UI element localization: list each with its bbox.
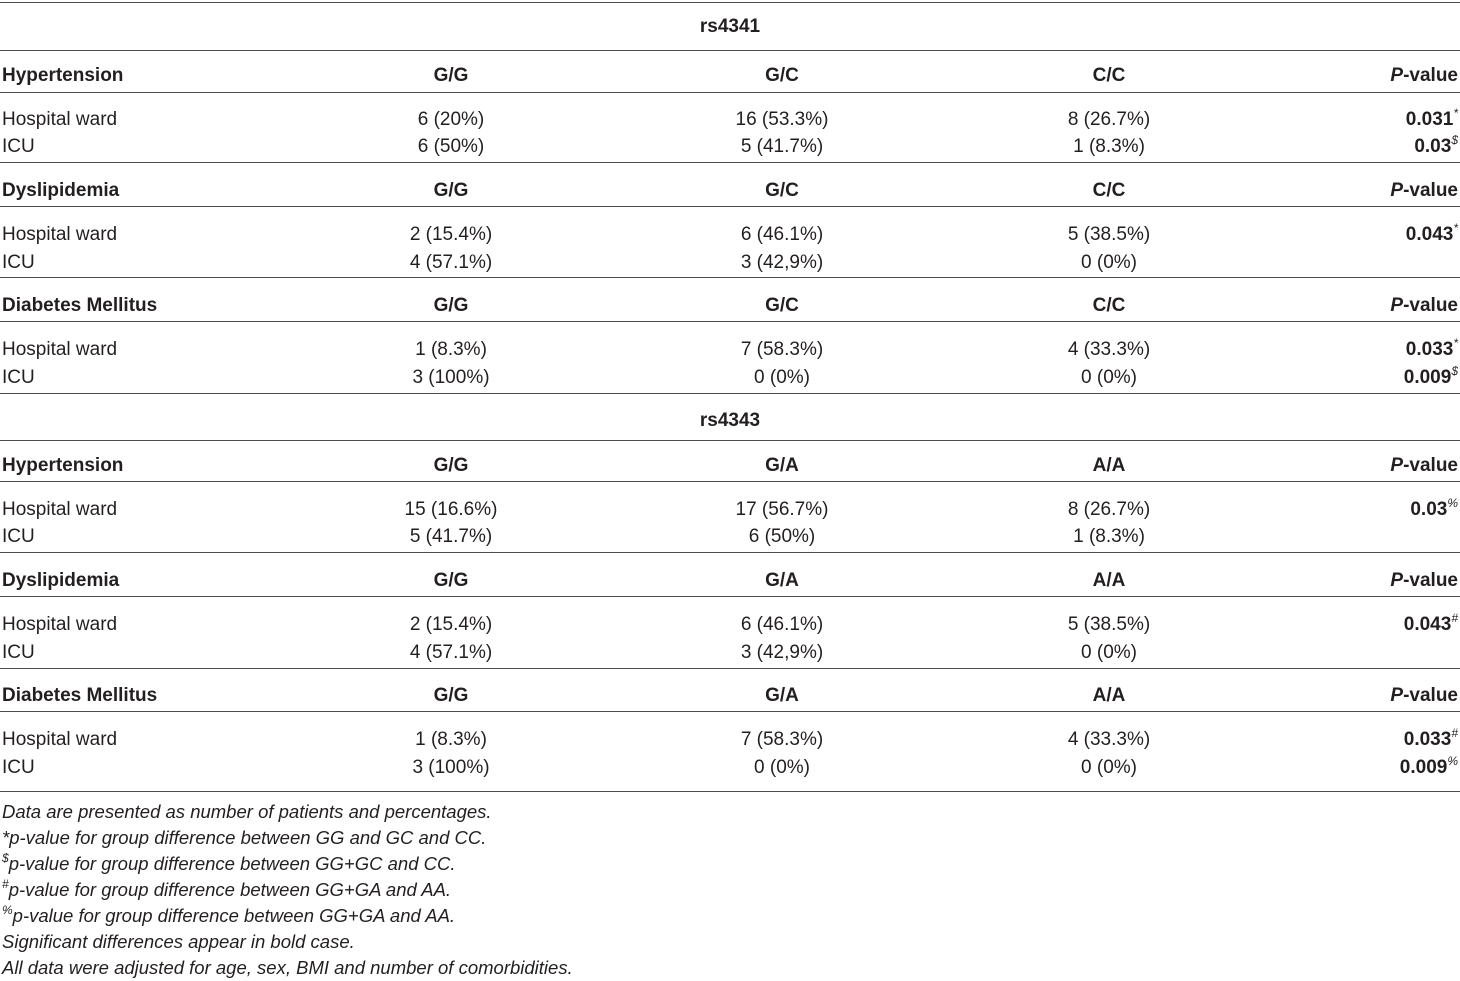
cell-value: 17 (56.7%)	[735, 499, 829, 520]
p-value-header	[1390, 63, 1458, 89]
genotype-header: C/C	[1092, 295, 1126, 316]
table-row	[0, 497, 1460, 523]
p-value-number: 0.033	[1405, 339, 1454, 360]
cell-value: 0 (0%)	[1081, 367, 1137, 388]
table-rule	[0, 596, 1460, 597]
footnote-text: p-value for group difference between GG+GA and AA.	[8, 879, 452, 900]
table-row	[0, 337, 1460, 363]
cell-value: 6 (46.1%)	[740, 224, 824, 245]
genotype-header: G/A	[765, 455, 799, 476]
footnote-text: Significant differences appear in bold case.	[2, 931, 355, 952]
genotype-header: G/G	[433, 65, 469, 86]
table-rule	[0, 552, 1460, 553]
p-value-header-italic: P	[1390, 180, 1404, 201]
cell-value: 8 (26.7%)	[1067, 499, 1151, 520]
condition-header-row	[0, 453, 1460, 479]
table-row	[0, 134, 1460, 160]
p-value-footnote-mark: #	[1451, 725, 1458, 740]
cell-value: 16 (53.3%)	[735, 109, 829, 130]
p-value-footnote-mark: *	[1453, 220, 1458, 235]
condition-header-row	[0, 293, 1460, 319]
footnote-text: p-value for group difference between GG+GC and CC.	[8, 853, 456, 874]
p-value-footnote-mark: %	[1447, 753, 1458, 768]
condition-name: Hypertension	[2, 65, 124, 86]
genotype-header: G/G	[433, 685, 469, 706]
genotype-header: G/A	[765, 685, 799, 706]
p-value-footnote-mark: #	[1451, 610, 1458, 625]
genotype-header: C/C	[1092, 180, 1126, 201]
cell-value: 5 (38.5%)	[1067, 224, 1151, 245]
genotype-header: C/C	[1092, 65, 1126, 86]
cell-value: 1 (8.3%)	[415, 729, 487, 750]
p-value-header-suffix: -value	[1403, 455, 1458, 476]
snp-title: rs4341	[699, 16, 761, 37]
table-rule	[0, 92, 1460, 93]
genotype-header: G/A	[765, 570, 799, 591]
cell-value: 15 (16.6%)	[404, 499, 498, 520]
genotype-header: G/G	[433, 180, 469, 201]
table-rule	[0, 321, 1460, 322]
cell-value: 5 (38.5%)	[1067, 614, 1151, 635]
p-value-header-suffix: -value	[1403, 570, 1458, 591]
p-value-header	[1390, 178, 1458, 204]
footnote-text: All data were adjusted for age, sex, BMI and number of comorbidities.	[2, 957, 573, 978]
cell-value: 4 (57.1%)	[409, 252, 493, 273]
table-row	[0, 524, 1460, 550]
cell-value: 4 (57.1%)	[409, 642, 493, 663]
genotype-header: A/A	[1092, 685, 1126, 706]
cell-value: 3 (42,9%)	[740, 642, 824, 663]
cell-value: 6 (46.1%)	[740, 614, 824, 635]
row-label: Hospital ward	[2, 109, 118, 130]
cell-value: 7 (58.3%)	[740, 729, 824, 750]
p-value-number: 0.043	[1403, 614, 1452, 635]
footnote-text: *p-value for group difference between GG and GC and CC.	[2, 827, 487, 848]
table-row	[0, 250, 1460, 276]
genotype-header: G/C	[765, 180, 799, 201]
table-rule	[0, 711, 1460, 712]
p-value-header-suffix: -value	[1403, 685, 1458, 706]
cell-value: 3 (42,9%)	[740, 252, 824, 273]
row-label: ICU	[2, 136, 35, 157]
row-label: ICU	[2, 642, 35, 663]
p-value-header-italic: P	[1390, 455, 1404, 476]
p-value	[1400, 755, 1458, 781]
p-value	[1414, 134, 1458, 160]
cell-value: 1 (8.3%)	[1073, 136, 1145, 157]
cell-value: 2 (15.4%)	[409, 224, 493, 245]
p-value-header-suffix: -value	[1403, 180, 1458, 201]
row-label: Hospital ward	[2, 499, 118, 520]
condition-name: Hypertension	[2, 455, 124, 476]
footnote-mark: %	[2, 902, 13, 917]
cell-value: 6 (50%)	[748, 526, 816, 547]
condition-name: Diabetes Mellitus	[2, 685, 158, 706]
p-value-number: 0.009	[1399, 757, 1448, 778]
row-label: Hospital ward	[2, 339, 118, 360]
p-value-header-italic: P	[1390, 295, 1404, 316]
table-rule	[0, 277, 1460, 278]
p-value-footnote-mark: *	[1453, 335, 1458, 350]
genotype-header: G/G	[433, 295, 469, 316]
footnote	[2, 903, 455, 929]
cell-value: 0 (0%)	[1081, 642, 1137, 663]
condition-header-row	[0, 63, 1460, 89]
table-rule	[0, 2, 1460, 3]
cell-value: 8 (26.7%)	[1067, 109, 1151, 130]
p-value	[1410, 497, 1458, 523]
cell-value: 0 (0%)	[1081, 757, 1137, 778]
table-row	[0, 107, 1460, 133]
table-rule	[0, 668, 1460, 669]
p-value-header	[1390, 568, 1458, 594]
p-value-number: 0.009	[1403, 367, 1452, 388]
cell-value: 2 (15.4%)	[409, 614, 493, 635]
p-value-footnote-mark: $	[1451, 363, 1458, 378]
cell-value: 0 (0%)	[754, 367, 810, 388]
footnote-text: Data are presented as number of patients and percentages.	[2, 801, 492, 822]
footnote	[2, 799, 492, 825]
p-value	[1406, 107, 1458, 133]
cell-value: 6 (20%)	[417, 109, 485, 130]
p-value-footnote-mark: $	[1451, 132, 1458, 147]
footnote	[2, 955, 573, 981]
p-value-number: 0.03	[1414, 136, 1452, 157]
genotype-header: G/C	[765, 295, 799, 316]
p-value-number: 0.033	[1403, 729, 1452, 750]
footnote	[2, 825, 486, 851]
table-row	[0, 640, 1460, 666]
table-row	[0, 727, 1460, 753]
table-row	[0, 365, 1460, 391]
table-rule	[0, 440, 1460, 441]
table-rule	[0, 393, 1460, 394]
footnote-mark: $	[2, 850, 9, 865]
cell-value: 6 (50%)	[417, 136, 485, 157]
table-row	[0, 222, 1460, 248]
row-label: Hospital ward	[2, 614, 118, 635]
row-label: Hospital ward	[2, 224, 118, 245]
p-value-footnote-mark: *	[1453, 105, 1458, 120]
cell-value: 7 (58.3%)	[740, 339, 824, 360]
footnote-mark: #	[2, 876, 9, 891]
genotype-header: G/G	[433, 455, 469, 476]
p-value-footnote-mark: %	[1447, 495, 1458, 510]
genotype-header: G/G	[433, 570, 469, 591]
table-row	[0, 612, 1460, 638]
p-value	[1404, 612, 1458, 638]
p-value	[1406, 337, 1458, 363]
row-label: ICU	[2, 367, 35, 388]
cell-value: 0 (0%)	[754, 757, 810, 778]
table-rule	[0, 206, 1460, 207]
genotype-header: A/A	[1092, 570, 1126, 591]
p-value-header	[1390, 683, 1458, 709]
p-value-header	[1390, 293, 1458, 319]
p-value-header-italic: P	[1390, 685, 1404, 706]
genotype-header: A/A	[1092, 455, 1126, 476]
p-value-header-italic: P	[1390, 570, 1404, 591]
p-value-header-suffix: -value	[1403, 295, 1458, 316]
p-value	[1404, 727, 1458, 753]
footnote	[2, 929, 355, 955]
cell-value: 5 (41.7%)	[740, 136, 824, 157]
condition-name: Dyslipidemia	[2, 570, 120, 591]
p-value-header	[1390, 453, 1458, 479]
cell-value: 3 (100%)	[412, 757, 490, 778]
row-label: ICU	[2, 526, 35, 547]
cell-value: 4 (33.3%)	[1067, 339, 1151, 360]
p-value-number: 0.031	[1405, 109, 1454, 130]
p-value-header-italic: P	[1390, 65, 1404, 86]
row-label: Hospital ward	[2, 729, 118, 750]
table-rule	[0, 162, 1460, 163]
footnote	[2, 851, 456, 877]
cell-value: 4 (33.3%)	[1067, 729, 1151, 750]
footnote-text: p-value for group difference between GG+GA and AA.	[12, 905, 456, 926]
footnote	[2, 877, 451, 903]
condition-header-row	[0, 178, 1460, 204]
p-value-number: 0.043	[1405, 224, 1454, 245]
row-label: ICU	[2, 252, 35, 273]
row-label: ICU	[2, 757, 35, 778]
table-rule	[0, 50, 1460, 51]
snp-header-row	[0, 408, 1460, 434]
table-row	[0, 755, 1460, 781]
table-rule	[0, 481, 1460, 482]
snp-title: rs4343	[699, 410, 761, 431]
snp-header-row	[0, 14, 1460, 40]
condition-name: Diabetes Mellitus	[2, 295, 158, 316]
cell-value: 3 (100%)	[412, 367, 490, 388]
genotype-header: G/C	[765, 65, 799, 86]
table-rule	[0, 791, 1460, 792]
cell-value: 1 (8.3%)	[415, 339, 487, 360]
p-value	[1404, 365, 1458, 391]
cell-value: 5 (41.7%)	[409, 526, 493, 547]
cell-value: 0 (0%)	[1081, 252, 1137, 273]
condition-header-row	[0, 683, 1460, 709]
p-value	[1406, 222, 1458, 248]
p-value-header-suffix: -value	[1403, 65, 1458, 86]
condition-header-row	[0, 568, 1460, 594]
p-value-number: 0.03	[1410, 499, 1448, 520]
cell-value: 1 (8.3%)	[1073, 526, 1145, 547]
condition-name: Dyslipidemia	[2, 180, 120, 201]
